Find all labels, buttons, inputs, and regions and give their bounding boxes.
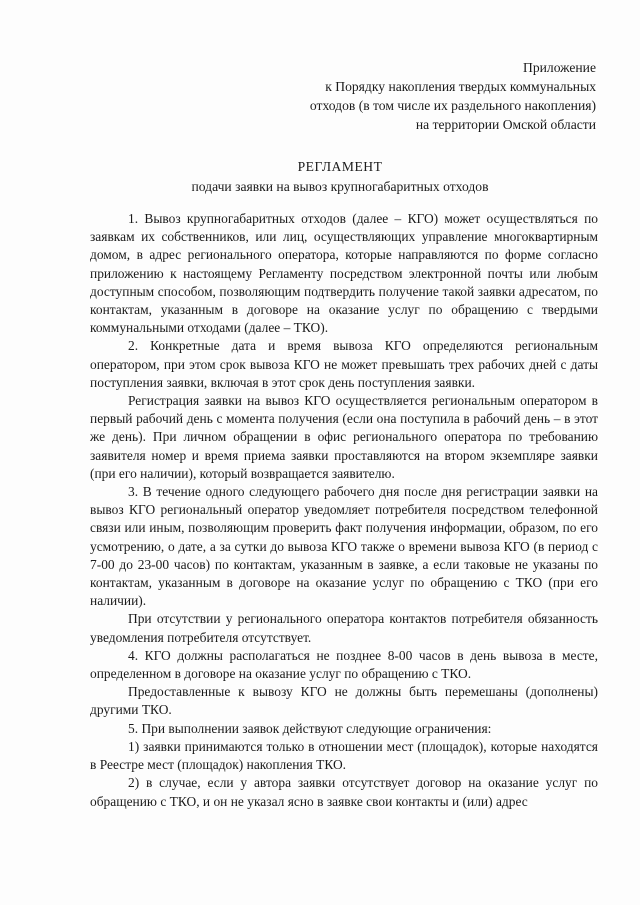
- title-subtitle: подачи заявки на вывоз крупногабаритных отходов: [191, 179, 489, 194]
- paragraph-9: 1) заявки принимаются только в отношении мест (площадок), которые находятся в Реестре мест (площадок) накопления ТКО.: [90, 738, 598, 773]
- paragraph-8: 5. При выполнении заявок действуют следующие ограничения:: [128, 720, 492, 736]
- paragraph-6: 4. КГО должны располагаться не позднее 8-00 часов в день вывоза в месте, определенном в договоре на оказание услуг по обращению с ТКО.: [90, 647, 598, 682]
- paragraph-4: 3. В течение одного следующего рабочего дня после дня регистрации заявки на вывоз КГО региональный оператор уведомляет потребителя посредством телефонной связи или иным, позволяющим проверить факт получения информации, образом, по его усмотрению, о дате, а за сутки до вывоза КГО также о времени вывоза КГО (в период с 7-00 до 23-00 часов) по контактам, указанным в заявке, а если таковые не указаны по контактам, указанным в договоре на оказание услуг по обращению с ТКО (при его наличии).: [90, 484, 598, 609]
- paragraph-2: 2. Конкретные дата и время вывоза КГО определяются региональным оператором, при этом срок вывоза КГО не может превышать трех рабочих дней с даты поступления заявки, включая в этот срок день поступления заявки.: [90, 338, 598, 390]
- paragraph-1: 1. Вывоз крупногабаритных отходов (далее – КГО) может осуществляться по заявкам их собственников, или лиц, осуществляющих управление многоквартирным домом, в адрес регионального оператора, которые направляются по форме согласно приложению к настоящему Регламенту посредством электронной почты или любым доступным способом, позволяющим подтвердить получение такой заявки адресатом, по контактам, указанным в договоре на оказание услуг по обращению с твердыми коммунальными отходами (далее – ТКО).: [90, 211, 598, 336]
- document-title: [90, 157, 590, 197]
- annex-line-2: к Порядку накопления твердых коммунальных: [325, 79, 596, 94]
- regulation-body: [90, 210, 598, 811]
- paragraph-5: При отсутствии у регионального оператора контактов потребителя обязанность уведомления потребителя отсутствует.: [90, 611, 598, 645]
- annex-line-3: отходов (в том числе их раздельного накопления): [309, 98, 596, 113]
- paragraph-10: 2) в случае, если у автора заявки отсутствует договор на оказание услуг по обращению с ТКО, и он не указал ясно в заявке свои контакты и (или) адрес: [90, 775, 598, 809]
- paragraph-7: Предоставленные к вывозу КГО не должны быть перемешаны (дополнены) другими ТКО.: [90, 684, 598, 718]
- annex-line-1: Приложение: [523, 60, 596, 75]
- title-main: РЕГЛАМЕНТ: [297, 159, 383, 174]
- paragraph-3: Регистрация заявки на вывоз КГО осуществляется региональным оператором в первый рабочий день с момента получения (если она поступила в рабочий день – в этот же день). При личном обращении в офис регионального оператора по требованию заявителя номер и время приема заявки проставляются на втором экземпляре заявки (при его наличии), который возвращается заявителю.: [90, 393, 598, 481]
- annex-header: [216, 58, 596, 134]
- annex-line-4: на территории Омской области: [415, 117, 596, 132]
